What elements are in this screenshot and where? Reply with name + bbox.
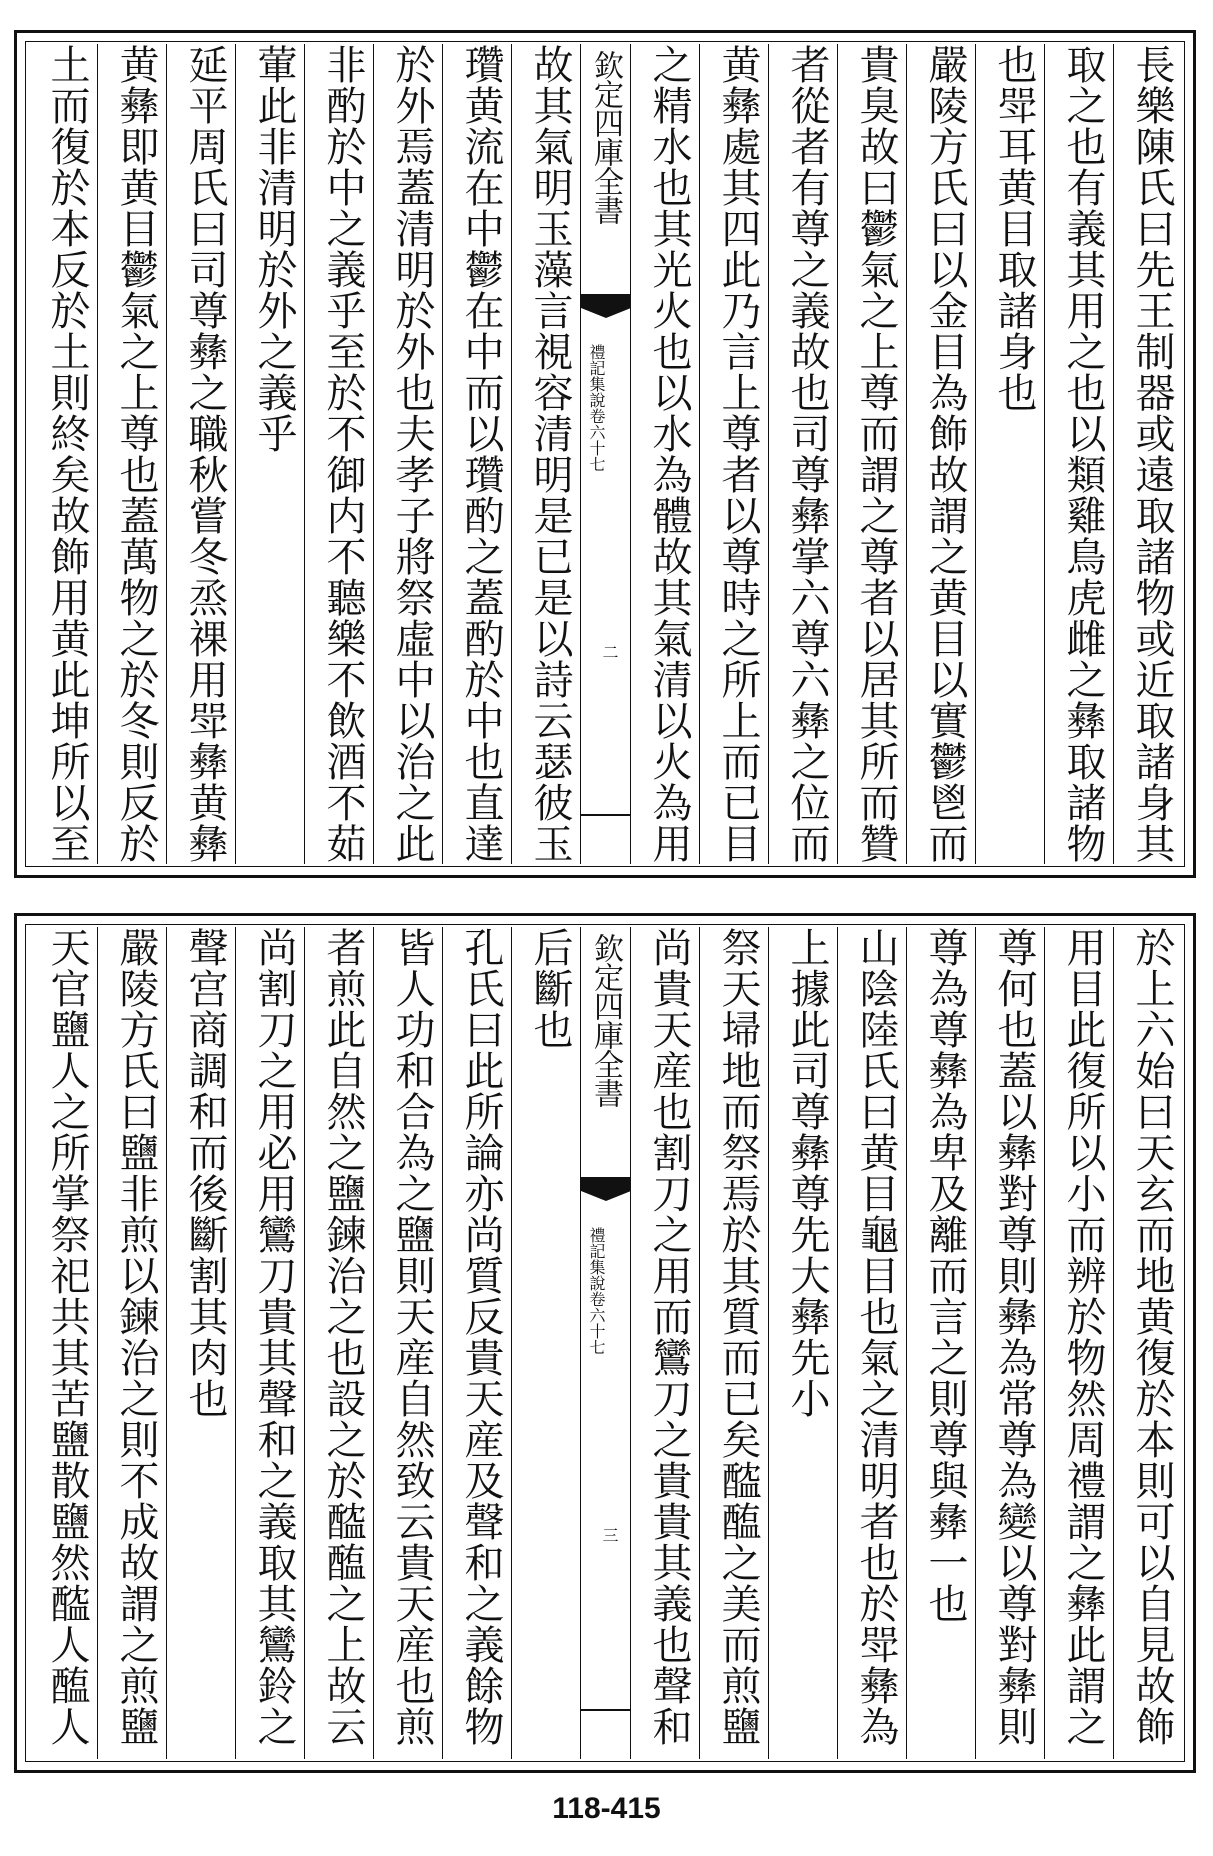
text-column: 嚴陵方氏曰鹽非煎以鍊治之則不成故謂之煎鹽 [97, 927, 166, 1759]
lower-rule [581, 1709, 630, 1711]
text-column: 尊何也蓋以彝對尊則彝為常尊為變以尊對彝則 [975, 927, 1044, 1759]
page-number: 118-415 [552, 1792, 661, 1825]
text-column: 取之也有義其用之也以類雞鳥虎雌之彝取諸物 [1044, 44, 1113, 864]
banner-title: 欽定四庫全書 [588, 933, 623, 1107]
text-column: 者煎此自然之鹽鍊治之也設之於醓醢之上故云 [304, 927, 373, 1759]
text-column: 非酌於中之義乎至於不御内不聽樂不飲酒不茹 [304, 44, 373, 864]
fishtail-mark [581, 294, 630, 308]
banner-leaf-number: 二 [600, 644, 619, 660]
text-column: 者從者有尊之義故也司尊彝掌六尊六彝之位而 [768, 44, 837, 864]
bottom-page [14, 913, 1196, 1773]
text-column: 黄彝即黄目鬱氣之上尊也蓋萬物之於冬則反於 [97, 44, 166, 864]
text-column: 上據此司尊彝尊先大彝先小 [768, 927, 837, 1759]
center-banner [580, 927, 630, 1759]
top-columns [28, 44, 1182, 864]
text-column: 用目此復所以小而辨於物然周禮謂之彝此謂之 [1044, 927, 1113, 1759]
text-column: 長樂陳氏曰先王制器或遠取諸物或近取諸身其 [1113, 44, 1182, 864]
banner-volume: 禮記集說卷六十七 [587, 344, 606, 472]
text-column: 天官鹽人之所掌祭祀共其苦鹽散鹽然醓人醢人 [44, 927, 90, 1747]
text-column: 延平周氏曰司尊彝之職秋嘗冬烝祼用斝彝黄彝 [166, 44, 235, 864]
text-column: 貴臭故曰鬱氣之上尊而謂之尊者以居其所而贊 [837, 44, 906, 864]
text-column: 聲宫商調和而後斷割其肉也 [166, 927, 235, 1759]
banner-leaf-number: 三 [600, 1527, 619, 1543]
fishtail-mark [581, 1177, 630, 1191]
text-column: 之精水也其光火也以水為體故其氣清以火為用 [630, 44, 699, 864]
text-column: 黄彝處其四此乃言上尊者以尊時之所上而已目 [699, 44, 768, 864]
bottom-columns [28, 927, 1182, 1759]
text-column: 尊為尊彝為卑及離而言之則尊與彝一也 [906, 927, 975, 1759]
text-column: 土而復於本反於土則終矣故飾用黄此坤所以至 [44, 44, 90, 864]
center-banner [580, 44, 630, 864]
text-column: 於上六始曰天玄而地黄復於本則可以自見故飾 [1113, 927, 1182, 1759]
text-column: 瓚黄流在中鬱在中而以瓚酌之蓋酌於中也直達 [442, 44, 511, 864]
lower-rule [581, 814, 630, 816]
text-column: 山陰陸氏曰黄目龜目也氣之清明者也於斝彝為 [837, 927, 906, 1759]
text-column: 嚴陵方氏曰以金目為飾故謂之黄目以實鬱鬯而 [906, 44, 975, 864]
banner-title: 欽定四庫全書 [588, 50, 623, 224]
banner-volume: 禮記集說卷六十七 [587, 1227, 606, 1355]
text-column: 尚貴天産也割刀之用而鸞刀之貴貴其義也聲和 [630, 927, 699, 1759]
text-column: 故其氣明玉藻言視容清明是已是以詩云瑟彼玉 [511, 44, 580, 864]
top-page [14, 30, 1196, 878]
text-column: 后斷也 [511, 927, 580, 1759]
text-column: 孔氏曰此所論亦尚質反貴天産及聲和之義餘物 [442, 927, 511, 1759]
text-column: 於外焉蓋清明於外也夫孝子將祭虛中以治之此 [373, 44, 442, 864]
text-column: 葷此非清明於外之義乎 [235, 44, 304, 864]
text-column: 祭天埽地而祭焉於其質而已矣醓醢之美而煎鹽 [699, 927, 768, 1759]
text-column: 也斝耳黄目取諸身也 [975, 44, 1044, 864]
text-column: 尚割刀之用必用鸞刀貴其聲和之義取其鸞鈴之 [235, 927, 304, 1759]
text-column: 皆人功和合為之鹽則天産自然致云貴天産也煎 [373, 927, 442, 1759]
